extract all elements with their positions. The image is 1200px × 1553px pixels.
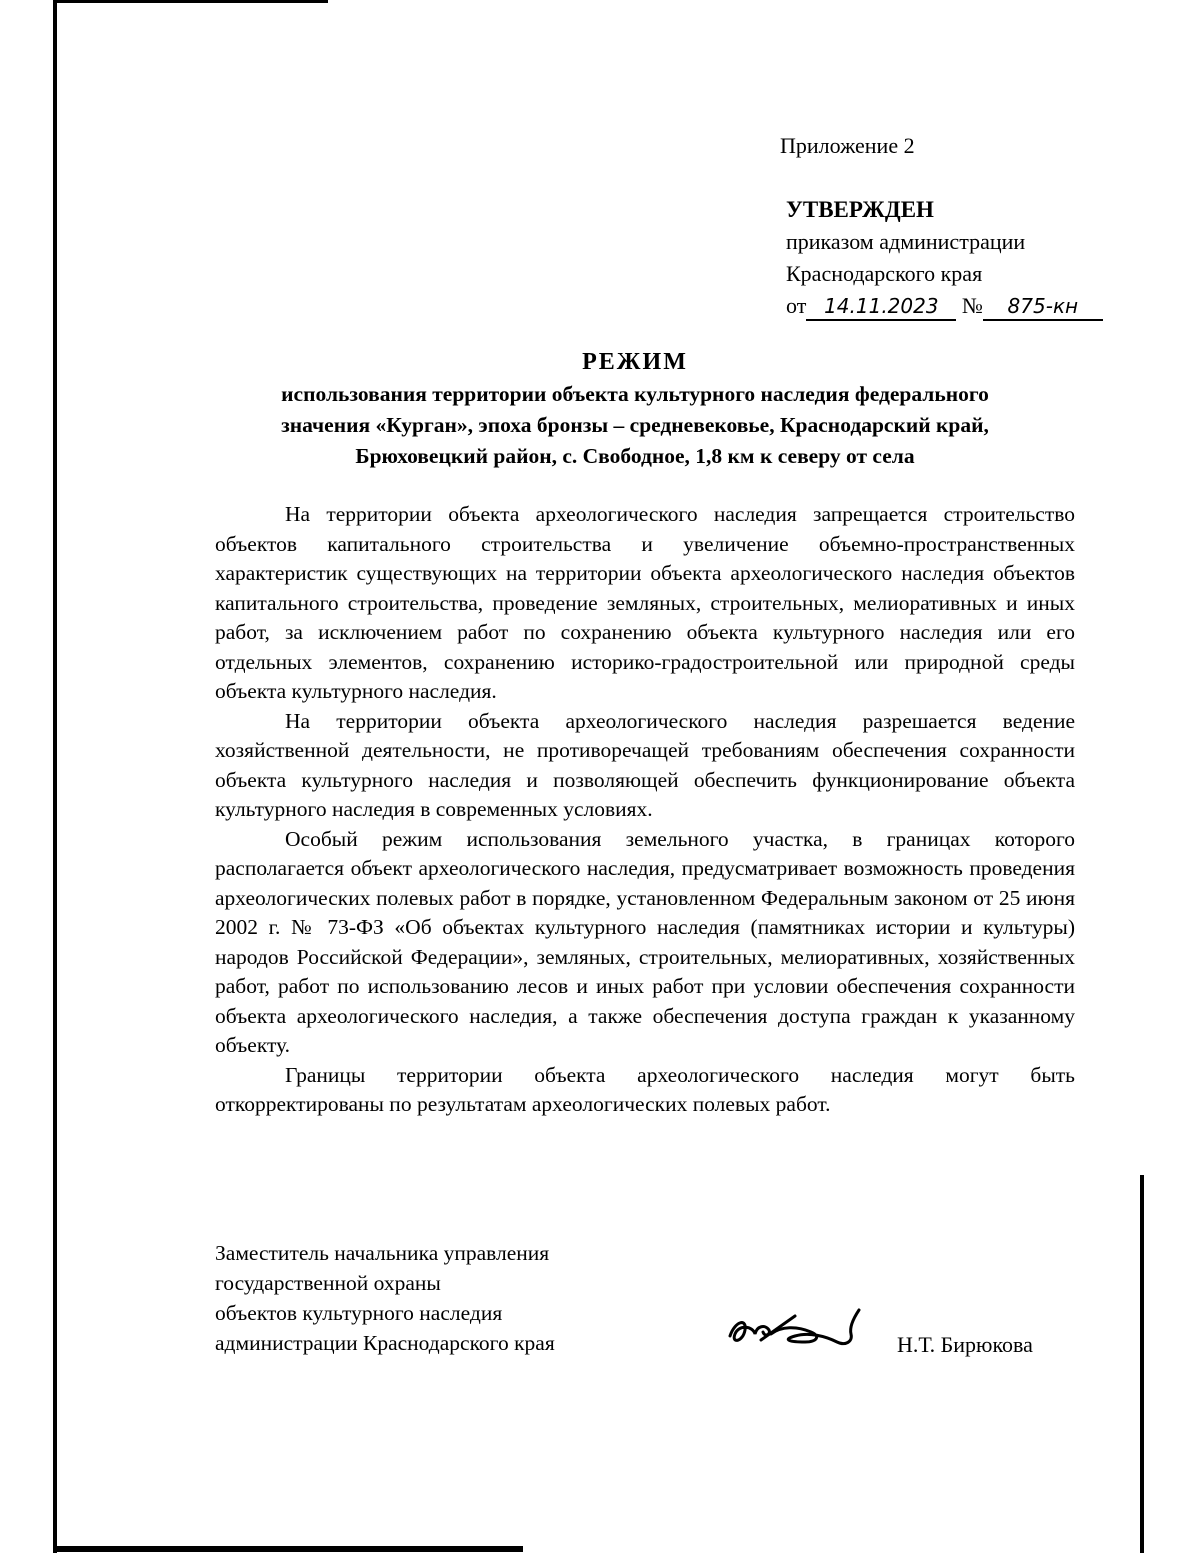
signer-name: Н.Т. Бирюкова xyxy=(897,1332,1033,1357)
body-paragraph: На территории объекта археологического наследия запрещается строительство объектов капитального строительства и увеличение объемно-пространственных характеристик существующих на территории объекта археологического наследия объектов капитального строительства, проведение земляных, строительных, мелиоративных и иных работ, за исключением работ по сохранению объекта культурного наследия или его отдельных элементов, сохранению историко-градостроительной или природной среды объекта культурного наследия. xyxy=(215,502,1075,703)
scan-border-left xyxy=(53,0,57,1553)
approved-region-line: Краснодарского края xyxy=(786,261,983,286)
scan-border-top xyxy=(53,0,328,3)
title-main: РЕЖИМ xyxy=(582,349,688,375)
body-paragraph: На территории объекта археологического наследия разрешается ведение хозяйственной деятельности, не противоречащей требованиям обеспечения сохранности объекта культурного наследия и позволяющей обеспечить функционирование объекта культурного наследия в современных условиях. xyxy=(215,708,1075,821)
title-subtitle-line-3: Брюховецкий район, с. Свободное, 1,8 км к северу от села xyxy=(355,444,915,468)
title-subtitle-line-2: значения «Курган», эпоха бронзы – средневековье, Краснодарский край, xyxy=(281,413,989,437)
order-number-handwritten: 875-кн xyxy=(983,293,1103,321)
approval-block xyxy=(786,194,1103,322)
handwritten-signature xyxy=(725,1296,865,1356)
signer-position-line-4: администрации Краснодарского края xyxy=(215,1331,555,1355)
document-body xyxy=(215,500,1075,1120)
approved-by-line: приказом администрации xyxy=(786,229,1026,254)
title-subtitle-line-1: использования территории объекта культурного наследия федерального xyxy=(281,382,989,406)
order-number-label: № xyxy=(961,293,983,318)
order-reference xyxy=(786,290,1103,322)
scan-border-right xyxy=(1140,1175,1144,1553)
scan-border-bottom xyxy=(53,1546,523,1552)
order-prefix: от xyxy=(786,293,807,318)
signer-position-line-1: Заместитель начальника управления xyxy=(215,1241,550,1265)
signer-position-line-3: объектов культурного наследия xyxy=(215,1301,503,1325)
document-title xyxy=(150,345,1120,472)
signer-position-line-2: государственной охраны xyxy=(215,1271,441,1295)
body-paragraph: Особый режим использования земельного участка, в границах которого располагается объект археологического наследия, предусматривает возможность проведения археологических полевых работ в порядке, установленном Федеральным законом от 25 июня 2002 г. № 73-ФЗ «Об объектах культурного наследия (памятниках истории и культуры) народов Российской Федерации», земляных, строительных, мелиоративных, хозяйственных работ, работ по использованию лесов и иных работ при условии обеспечения сохранности объекта археологического наследия, а также обеспечения доступа граждан к указанному объекту. xyxy=(215,826,1075,1057)
signer-position xyxy=(215,1238,555,1358)
approved-heading: УТВЕРЖДЕН xyxy=(786,197,934,222)
body-paragraph: Границы территории объекта археологического наследия могут быть откорректированы по результатам археологических полевых работ. xyxy=(215,1062,1075,1116)
appendix-label: Приложение 2 xyxy=(780,133,915,158)
order-date-handwritten: 14.11.2023 xyxy=(806,293,956,321)
